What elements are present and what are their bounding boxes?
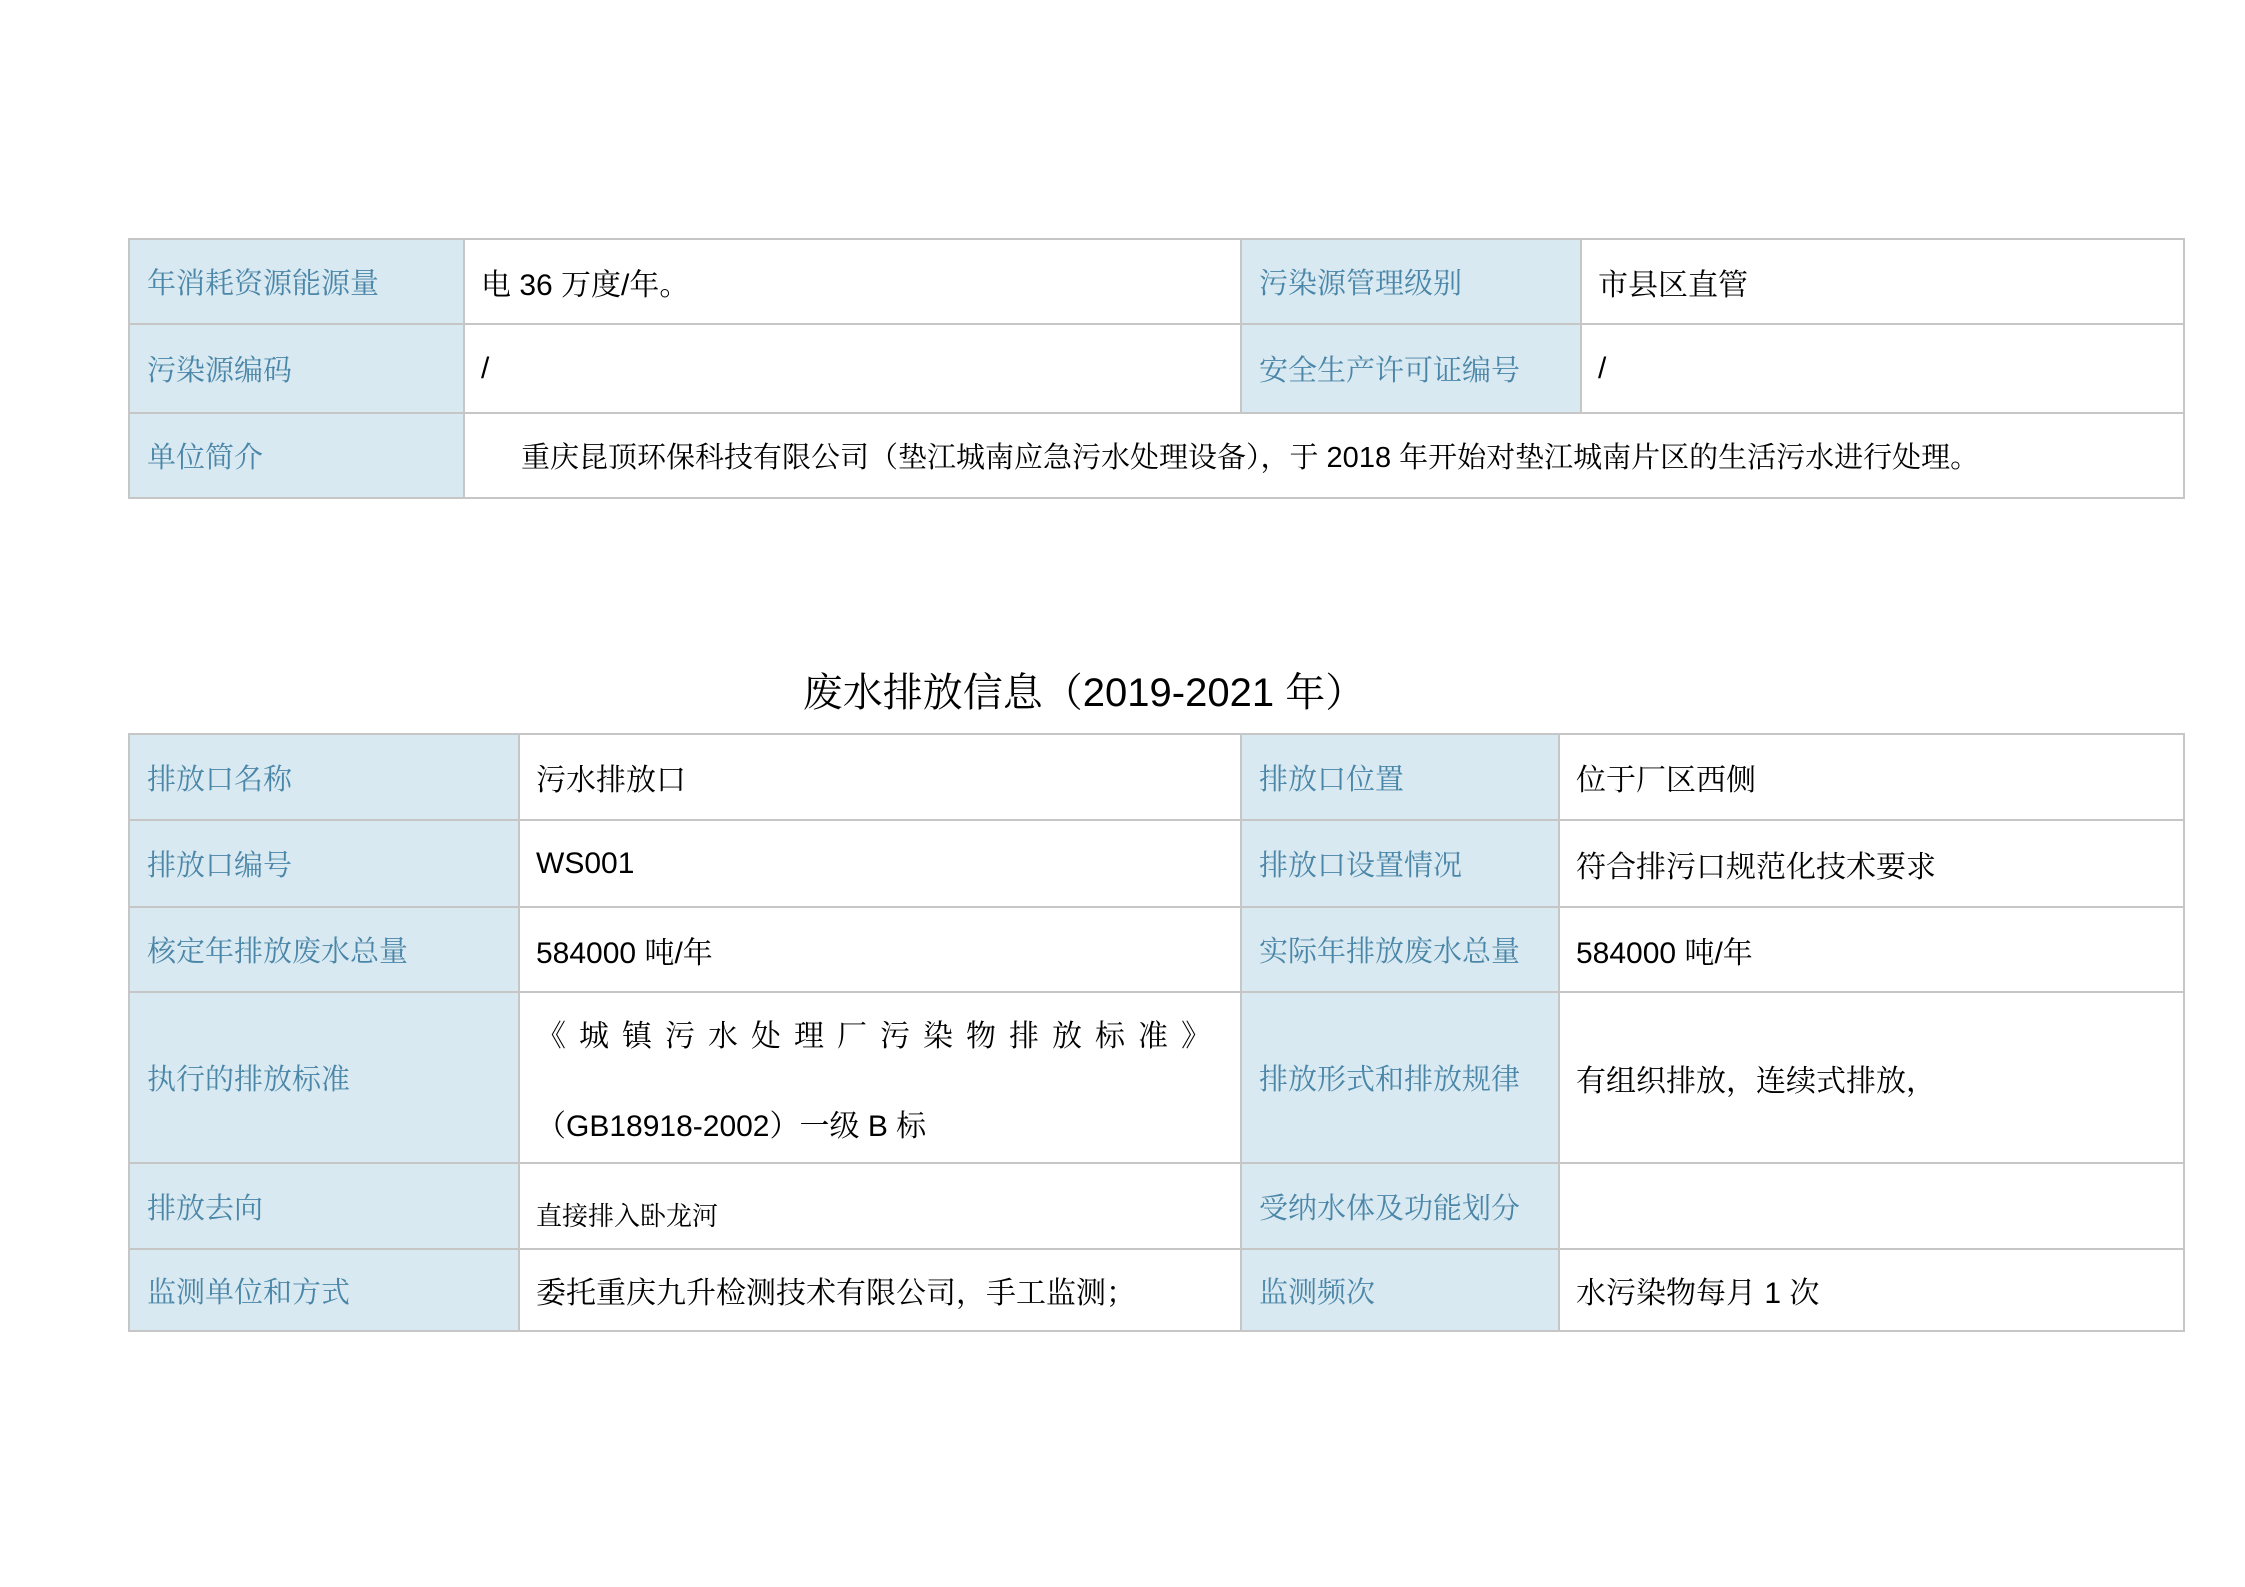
row-value-safety-permit: / [1581,324,2184,413]
facility-info-table [128,238,2185,499]
row-value-company-intro: 重庆昆顶环保科技有限公司（垫江城南应急污水处理设备），于 2018 年开始对垫江城南片区的生活污水进行处理。 [464,413,2184,498]
row-value-actual-discharge: 584000 吨/年 [1559,907,2184,992]
row-label-discharge-form: 排放形式和排放规律 [1241,992,1559,1163]
row-label-outlet-setup: 排放口设置情况 [1241,820,1559,907]
row-label-safety-permit: 安全生产许可证编号 [1241,324,1581,413]
table-row [129,907,2184,992]
row-label-company-intro: 单位简介 [129,413,464,498]
row-label-monitoring-unit: 监测单位和方式 [129,1249,519,1331]
section-title-wastewater: 废水排放信息（2019-2021 年） [802,671,1366,715]
row-label-source-code: 污染源编码 [129,324,464,413]
row-label-annual-energy: 年消耗资源能源量 [129,239,464,324]
table-row [129,992,2184,1163]
table-row [129,239,2184,324]
wastewater-discharge-table [128,733,2185,1332]
row-value-discharge-standard [519,992,1241,1163]
row-label-discharge-destination: 排放去向 [129,1163,519,1249]
table-row [129,413,2184,498]
row-label-discharge-standard: 执行的排放标准 [129,992,519,1163]
row-label-receiving-water: 受纳水体及功能划分 [1241,1163,1559,1249]
row-label-outlet-number: 排放口编号 [129,820,519,907]
row-label-mgmt-level: 污染源管理级别 [1241,239,1581,324]
row-label-outlet-location: 排放口位置 [1241,734,1559,820]
table-row [129,820,2184,907]
row-value-monitoring-frequency: 水污染物每月 1 次 [1559,1249,2184,1331]
discharge-standard-code-line: （GB18918-2002）一级 B 标 [536,1109,927,1143]
row-value-discharge-form: 有组织排放，连续式排放， [1559,992,2184,1163]
row-value-outlet-location: 位于厂区西侧 [1559,734,2184,820]
table-row [129,734,2184,820]
row-label-approved-discharge: 核定年排放废水总量 [129,907,519,992]
row-value-outlet-name: 污水排放口 [519,734,1241,820]
table-row [129,324,2184,413]
row-value-outlet-number: WS001 [519,820,1241,907]
table-row [129,1249,2184,1331]
row-value-monitoring-unit: 委托重庆九升检测技术有限公司，手工监测； [519,1249,1241,1331]
row-value-outlet-setup: 符合排污口规范化技术要求 [1559,820,2184,907]
table-row [129,1163,2184,1249]
row-value-approved-discharge: 584000 吨/年 [519,907,1241,992]
row-value-source-code: / [464,324,1241,413]
row-label-actual-discharge: 实际年排放废水总量 [1241,907,1559,992]
discharge-standard-title-line: 《城镇污水处理厂污染物排放标准》 [536,1019,1224,1053]
row-value-receiving-water [1559,1163,2184,1249]
row-label-monitoring-frequency: 监测频次 [1241,1249,1559,1331]
row-label-outlet-name: 排放口名称 [129,734,519,820]
row-value-mgmt-level: 市县区直管 [1581,239,2184,324]
row-value-discharge-destination: 直接排入卧龙河 [519,1163,1241,1249]
row-value-annual-energy: 电 36 万度/年。 [464,239,1241,324]
